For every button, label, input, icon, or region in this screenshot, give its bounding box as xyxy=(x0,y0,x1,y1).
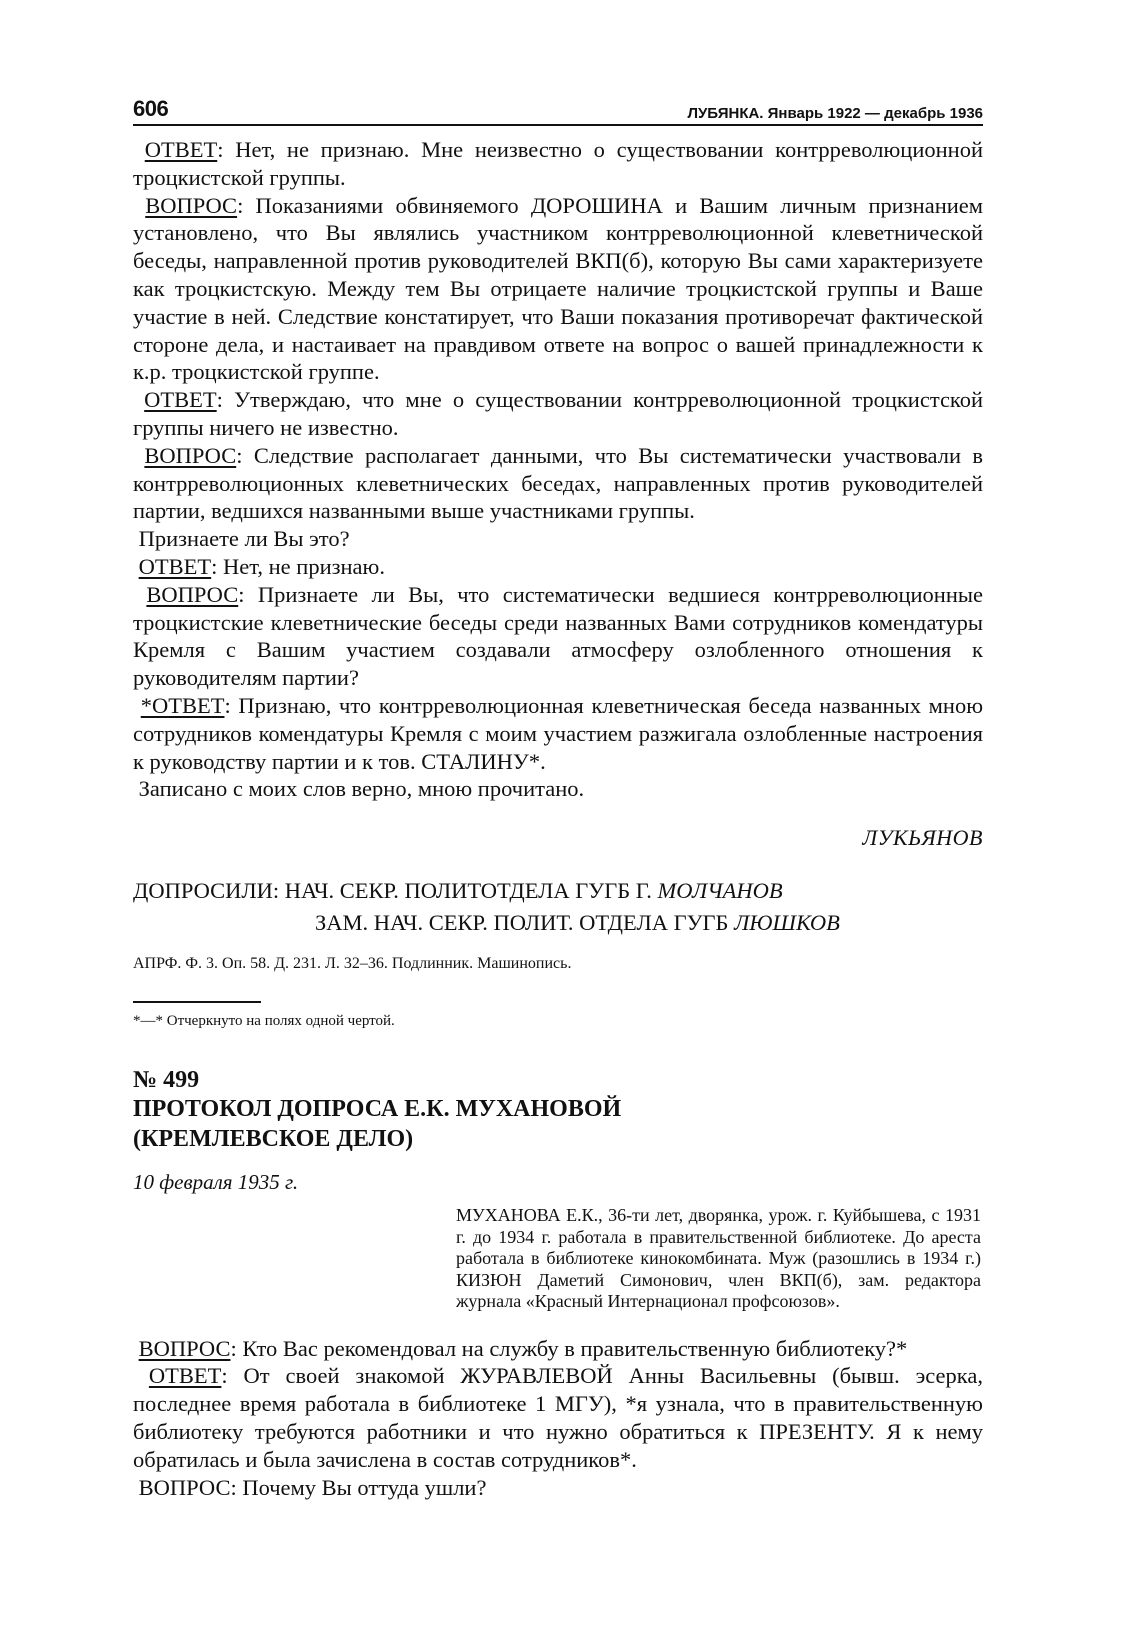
interrogation-text-part1 xyxy=(133,136,983,803)
answer-paragraph: ОТВЕТ: Нет, не признаю. Мне неизвестно о существовании контрреволюционной троцкистской группы. xyxy=(133,137,984,190)
answer-paragraph: ОТВЕТ: От своей знакомой ЖУРАВЛЕВОЙ Анны Васильевны (бывш. эсерка, последнее время работала в библиотеке 1 МГУ), *я узнала, что в правительственную библиотеку требуются работники и что нужно обратиться к ПРЕЗЕНТУ. Я к нему обратилась и была зачислена в состав сотрудников*. xyxy=(133,1363,984,1472)
running-header xyxy=(133,92,983,126)
question-label: ВОПРОС xyxy=(144,442,237,468)
document-date: 10 февраля 1935 г. xyxy=(133,1170,299,1195)
answer-label: ОТВЕТ xyxy=(144,387,217,413)
question-paragraph: ВОПРОС: Почему Вы оттуда ушли? xyxy=(138,1474,487,1500)
document-number: № 499 xyxy=(133,1067,200,1094)
footnote-divider xyxy=(133,1001,261,1003)
question-paragraph: ВОПРОС: Показаниями обвиняемого ДОРОШИНА и Вашим личным признанием установлено, что Вы являлись участником контрреволюционной клеветнической беседы, направленной против руководителей ВКП(б), которую Вы сами характеризуете как троцкистскую. Между тем Вы отрицаете наличие троцкистской группы и Ваше участие в ней. Следствие констатирует, что Ваши показания противоречат фактической стороне дела, и настаивает на правдивом ответе на вопрос о вашей принадлежности к к.р. троцкистской группе. xyxy=(133,192,984,385)
interrogator-name: ЛЮШКОВ xyxy=(734,910,840,936)
question-paragraph: ВОПРОС: Кто Вас рекомендовал на службу в правительственную библиотеку?* xyxy=(138,1335,908,1361)
archival-source: АПРФ. Ф. 3. Оп. 58. Д. 231. Л. 32–36. Подлинник. Машинопись. xyxy=(133,955,572,973)
document-title-line-2: (КРЕМЛЕВСКОЕ ДЕЛО) xyxy=(133,1126,414,1153)
answer-label: ОТВЕТ xyxy=(144,137,218,162)
question-label: ВОПРОС xyxy=(146,581,239,607)
answer-paragraph: ОТВЕТ: Утверждаю, что мне о существовании контрреволюционной троцкистской группы ничего не известно. xyxy=(133,387,984,440)
question-label: ВОПРОС xyxy=(145,192,238,218)
answer-paragraph: *ОТВЕТ: Признаю, что контрреволюционная клеветническая беседа названных мною сотрудников комендатуры Кремля с моим участием разжигала озлобленные настроения к руководству партии и к тов. СТАЛИНУ*. xyxy=(133,692,984,774)
interrogation-text-part2 xyxy=(133,1335,983,1502)
interrogators-block xyxy=(133,875,983,939)
document-page xyxy=(133,92,983,1501)
question-paragraph: ВОПРОС: Признаете ли Вы, что систематически ведшиеся контрреволюционные троцкистские клеветнические беседы среди названных Вами сотрудников комендатуры Кремля с Вашим участием создавали атмосферу озлобленного отношения к руководителям партии? xyxy=(133,581,983,691)
signature: ЛУКЬЯНОВ xyxy=(862,825,983,851)
question-paragraph: ВОПРОС: Следствие располагает данными, что Вы систематически участвовали в контрреволюционных клеветнических беседах, направленных против руководителей партии, ведшихся названными выше участниками группы. xyxy=(133,442,984,524)
running-title: ЛУБЯНКА. Январь 1922 — декабрь 1936 xyxy=(687,105,983,122)
answer-label-starred: *ОТВЕТ xyxy=(140,692,225,718)
interrogator-line-1: ДОПРОСИЛИ: НАЧ. СЕКР. ПОЛИТОТДЕЛА ГУГБ Г. МОЛЧАНОВ xyxy=(133,878,783,904)
interrogator-line-2: ЗАМ. НАЧ. СЕКР. ПОЛИТ. ОТДЕЛА ГУГБ ЛЮШКОВ xyxy=(315,910,840,936)
answer-label: ОТВЕТ xyxy=(138,553,212,579)
document-title-line-1: ПРОТОКОЛ ДОПРОСА Е.К. МУХАНОВОЙ xyxy=(133,1096,622,1123)
page-number: 606 xyxy=(133,96,169,121)
interrogator-name: МОЛЧАНОВ xyxy=(657,878,783,904)
footnote: *—* Отчеркнуто на полях одной чертой. xyxy=(133,1013,395,1030)
answer-label: ОТВЕТ xyxy=(148,1363,222,1389)
question-label: ВОПРОС xyxy=(138,1335,231,1361)
biographical-note: МУХАНОВА Е.К., 36-ти лет, дворянка, урож. г. Куйбышева, с 1931 г. до 1934 г. работала в правительственной библиотеке. До ареста работала в библиотеке кинокомбината. Муж (разошлись в 1934 г.) КИЗЮН Даметий Симонович, член ВКП(б), зам. редактора журнала «Красный Интернационал профсоюзов». xyxy=(456,1205,981,1312)
question-continuation: Признаете ли Вы это? xyxy=(138,526,350,552)
certification-line: Записано с моих слов верно, мною прочитано. xyxy=(138,776,585,802)
answer-paragraph: ОТВЕТ: Нет, не признаю. xyxy=(138,553,385,579)
